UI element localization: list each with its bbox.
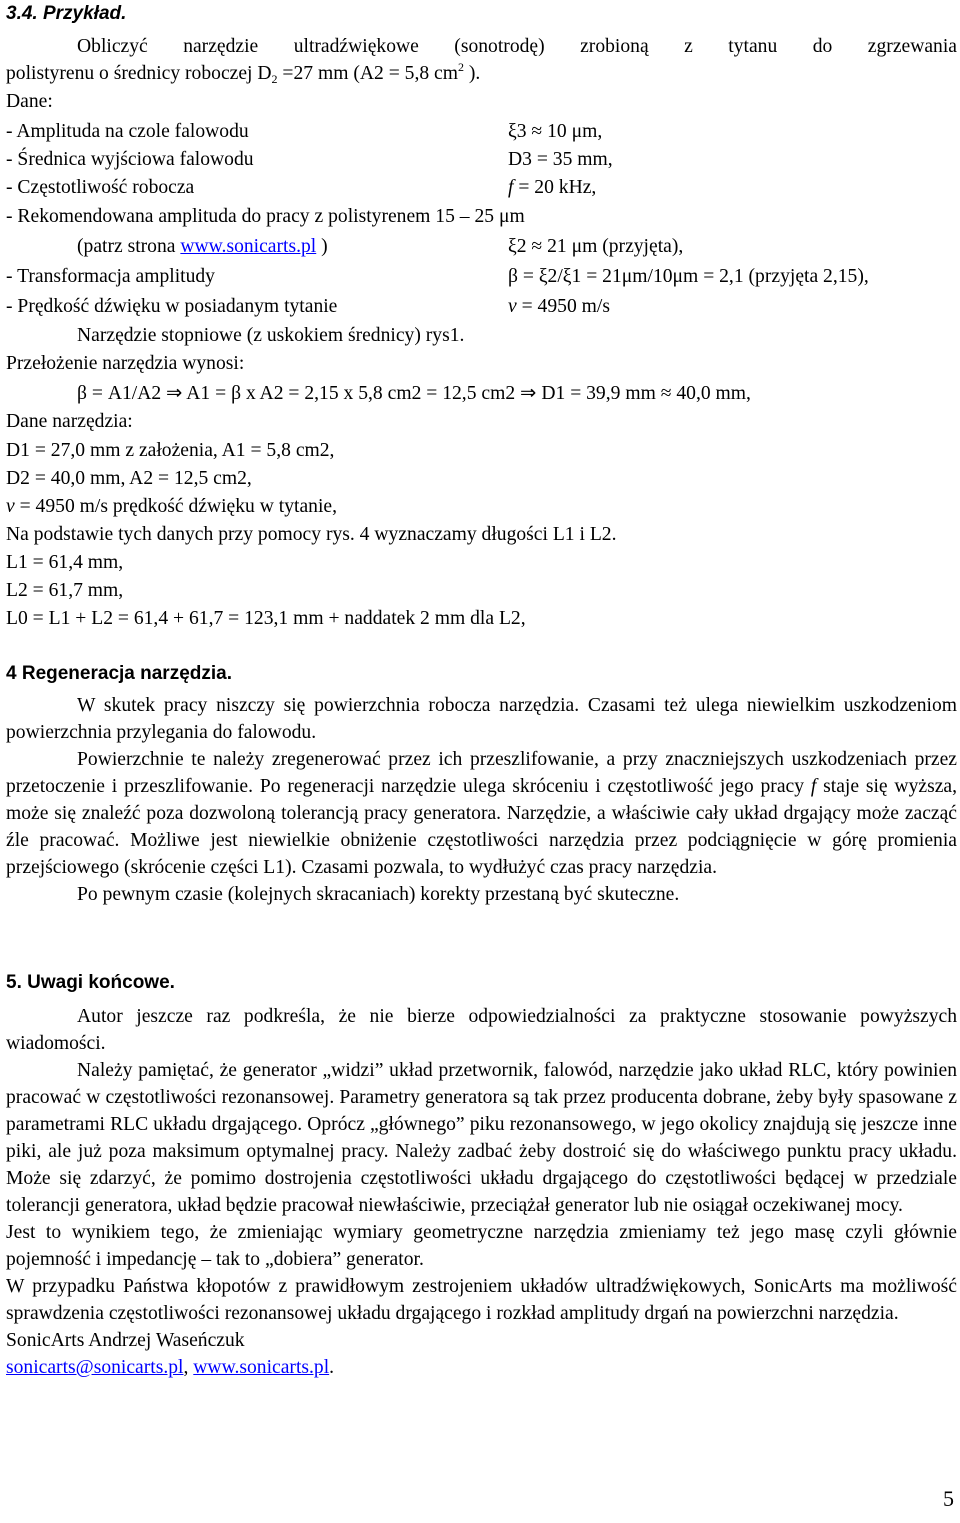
given-diameter-value: D3 = 35 mm, xyxy=(508,149,613,170)
section-4-body xyxy=(6,692,957,908)
given-heading: Dane: xyxy=(6,91,53,112)
contact-end: . xyxy=(329,1357,335,1378)
given-frequency-value xyxy=(508,178,596,198)
tool-data-d1: D1 = 27,0 mm z założenia, A1 = 5,8 cm2, xyxy=(6,440,335,461)
ref-open: (patrz strona xyxy=(77,236,181,257)
intro-line-1: Obliczyć narzędzie ultradźwiękowe (sonotrodę) zrobioną z tytanu do zgrzewania xyxy=(77,36,957,57)
signature: SonicArts Andrzej Waseńczuk xyxy=(6,1330,245,1351)
given-frequency-label: - Częstotliwość robocza xyxy=(6,177,195,198)
section-5-body xyxy=(6,1003,957,1381)
section-4-paragraph-1: W skutek pracy niszczy się powierzchnia robocza narzędzia. Czasami też ulega niewielkim uszkodzeniom powierzchnia przylegania do falowodu. xyxy=(6,695,957,743)
given-amplitude-label: - Amplituda na czole falowodu xyxy=(6,121,249,142)
p2-frequency-symbol: f xyxy=(810,776,817,797)
velocity-text-2: = 4950 m/s prędkość dźwięku w tytanie, xyxy=(14,496,338,517)
tool-data-d2: D2 = 40,0 mm, A2 = 12,5 cm2, xyxy=(6,468,252,489)
length-l1: L1 = 61,4 mm, xyxy=(6,552,124,573)
given-transformation-value: β = ξ2/ξ1 = 21μm/10μm = 2,1 (przyjęta 2,15), xyxy=(508,266,869,287)
contact-separator: , xyxy=(183,1357,194,1378)
given-accepted-amplitude: ξ2 ≈ 21 μm (przyjęta), xyxy=(508,236,684,257)
email-link[interactable]: sonicarts@sonicarts.pl xyxy=(6,1357,184,1378)
tool-data-velocity xyxy=(6,497,337,517)
section-5-paragraph-4: W przypadku Państwa kłopotów z prawidłowym zestrojeniem układów ultradźwiękowych, SonicArts ma możliwość sprawdzenia częstotliwości rezonansowej układu drgającego i rozkład amplitudy drgań na powierzchni narzędzia. xyxy=(6,1276,957,1324)
frequency-text: = 20 kHz, xyxy=(513,177,597,198)
ref-close: ) xyxy=(316,236,328,257)
page-number: 5 xyxy=(943,1486,954,1511)
tool-data-lengths-note: Na podstawie tych danych przy pomocy rys. 4 wyznaczamy długości L1 i L2. xyxy=(6,524,617,545)
tool-data-heading: Dane narzędzia: xyxy=(6,411,133,432)
sonicarts-link[interactable]: www.sonicarts.pl xyxy=(180,236,317,257)
section-5-heading: 5. Uwagi końcowe. xyxy=(6,972,175,993)
p2-text-b: staje się wyższa, może się znaleźć poza dozwoloną tolerancją pracy generatora. Narzędzie, a właściwie cały układ drgający może zacząć źle pracować. Możliwe jest niewielkie obniżenie częstotliwości narzędzia przez podciągnięcie w górę promienia przejściowego (skrócenie części L1). Czasami pozwala, to wydłużyć czas pracy narzędzia. xyxy=(6,776,957,878)
p2-text-a: Powierzchnie te należy zregenerować przez ich przeszlifowanie, a przy znaczniejszych uszkodzeniach przez przetoczenie i przeszlifowanie. Po regeneracji narzędzie ulega skróceniu i częstotliwość jego pracy xyxy=(6,749,957,797)
ratio-heading: Przełożenie narzędzia wynosi: xyxy=(6,353,245,374)
frequency-symbol: f xyxy=(508,177,514,198)
velocity-text: = 4950 m/s xyxy=(516,296,610,317)
tool-type-note: Narzędzie stopniowe (z uskokiem średnicy) rys1. xyxy=(77,325,465,346)
intro-text-3: ). xyxy=(464,63,481,84)
given-recommended-amplitude: - Rekomendowana amplituda do pracy z polistyrenem 15 – 25 μm xyxy=(6,206,525,227)
given-diameter-label: - Średnica wyjściowa falowodu xyxy=(6,149,254,170)
given-sound-speed-value xyxy=(508,297,610,317)
given-sound-speed-label: - Prędkość dźwięku w posiadanym tytanie xyxy=(6,296,338,317)
section-5-paragraph-1: Autor jeszcze raz podkreśla, że nie bierze odpowiedzialności za praktyczne stosowanie powyższych wiadomości. xyxy=(6,1006,957,1054)
contact-line xyxy=(6,1354,957,1381)
section-4-paragraph-3: Po pewnym czasie (kolejnych skracaniach) korekty przestaną być skuteczne. xyxy=(77,884,680,905)
intro-text: polistyrenu o średnicy roboczej D xyxy=(6,63,272,84)
given-amplitude-value: ξ3 ≈ 10 μm, xyxy=(508,121,603,142)
section-4-heading: 4 Regeneracja narzędzia. xyxy=(6,663,232,684)
velocity-symbol-2: v xyxy=(6,496,15,517)
section-5-paragraph-3: Jest to wynikiem tego, że zmieniając wymiary geometryczne narzędzia zmieniamy też jego masę czyli głównie pojemność i impedancję – tak to „dobiera” generator. xyxy=(6,1222,957,1270)
intro-text-2: =27 mm (A2 = 5,8 cm xyxy=(277,63,458,84)
section-5-paragraph-2: Należy pamiętać, że generator „widzi” układ przetwornik, falowód, narzędzie jako układ RLC, który powinien pracować w częstotliwości rezonansowej. Parametry generatora są tak przez producenta dobrane, żeby były spasowane z parametrami RLC układu drgającego. Oprócz „głównego” piku rezonansowego, w jego okolicy znajdują się jeszcze inne piki, ale już poza maksimum optymalnej pracy. Należy zadbać żeby dostroić się do właściwego punktu pracy układu. Może się zdarzyć, że pomimo dostrojenia częstotliwości układu drgającego do częstotliwości będącej w przedziale tolerancji generatora, układ będzie pracował niewłaściwie, przeciążał generator lub nie osiągał oczekiwanej mocy. xyxy=(6,1060,957,1216)
website-link[interactable]: www.sonicarts.pl xyxy=(193,1357,330,1378)
section-4-paragraph-2 xyxy=(6,746,957,881)
length-l0: L0 = L1 + L2 = 61,4 + 61,7 = 123,1 mm + naddatek 2 mm dla L2, xyxy=(6,608,526,629)
velocity-symbol: v xyxy=(508,296,517,317)
length-l2: L2 = 61,7 mm, xyxy=(6,580,124,601)
intro-line-2: polistyrenu o średnicy roboczej $D_2 =27$ mm (A2 = 5,8 $cm^2$ ). xyxy=(6,60,481,86)
section-3-4-heading: 3.4. Przykład. xyxy=(6,3,127,24)
given-reference-note xyxy=(77,237,328,257)
given-transformation-label: - Transformacja amplitudy xyxy=(6,266,215,287)
ratio-formula: β = A1/A2 ⇒ A1 = β x A2 = 2,15 x 5,8 cm2 = 12,5 cm2 ⇒ D1 = 39,9 mm ≈ 40,0 mm, xyxy=(77,383,751,404)
